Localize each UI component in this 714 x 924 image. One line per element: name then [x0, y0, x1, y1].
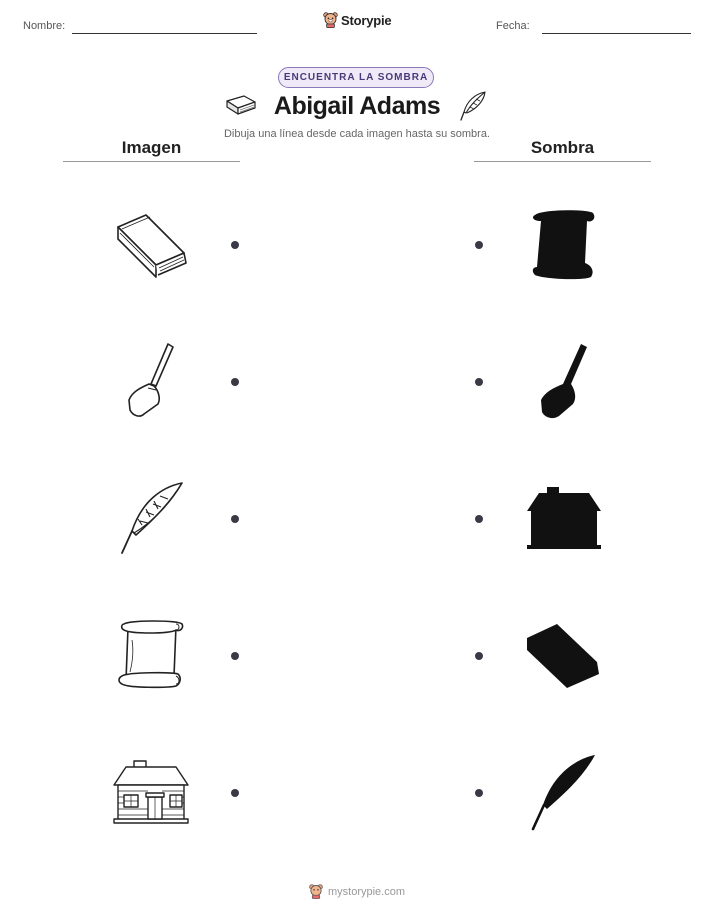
name-field-line[interactable] — [72, 33, 257, 34]
connect-dot-image-5[interactable] — [231, 789, 239, 797]
column-underline-shadow — [474, 161, 651, 162]
connect-dot-shadow-3[interactable] — [475, 515, 483, 523]
column-heading-image: Imagen — [121, 138, 182, 157]
connect-dot-image-1[interactable] — [231, 241, 239, 249]
connect-dot-image-2[interactable] — [231, 378, 239, 386]
page-title: Abigail Adams — [273, 92, 441, 120]
bear-mascot-footer-icon — [309, 884, 323, 899]
shovel-icon — [110, 342, 190, 422]
date-field-line[interactable] — [542, 33, 691, 34]
connect-dot-shadow-2[interactable] — [475, 378, 483, 386]
date-label: Fecha: — [496, 20, 530, 32]
connect-dot-shadow-1[interactable] — [475, 241, 483, 249]
brand-name: Storypie — [341, 12, 392, 28]
connect-dot-image-3[interactable] — [231, 515, 239, 523]
shovel-shadow-icon — [523, 342, 603, 422]
quill-feather-shadow-icon — [523, 753, 603, 833]
scroll-shadow-icon — [523, 205, 603, 285]
activity-tag: ENCUENTRA LA SOMBRA — [278, 67, 434, 88]
book-shadow-icon — [523, 616, 603, 696]
bear-mascot-icon — [323, 12, 338, 28]
footer-url[interactable]: mystorypie.com — [327, 885, 406, 898]
connect-dot-image-4[interactable] — [231, 652, 239, 660]
house-icon — [110, 753, 190, 833]
connect-dot-shadow-4[interactable] — [475, 652, 483, 660]
footer — [0, 884, 714, 899]
house-shadow-icon — [523, 479, 603, 559]
quill-feather-icon — [110, 479, 190, 559]
name-label: Nombre: — [23, 20, 66, 32]
book-icon — [110, 205, 190, 285]
brand-logo — [323, 12, 391, 28]
scroll-icon — [110, 616, 190, 696]
column-heading-shadow: Sombra — [530, 138, 595, 157]
instructions: Dibuja una línea desde cada imagen hasta su sombra. — [223, 128, 490, 140]
quill-title-icon — [458, 90, 488, 122]
connect-dot-shadow-5[interactable] — [475, 789, 483, 797]
column-underline-image — [63, 161, 240, 162]
